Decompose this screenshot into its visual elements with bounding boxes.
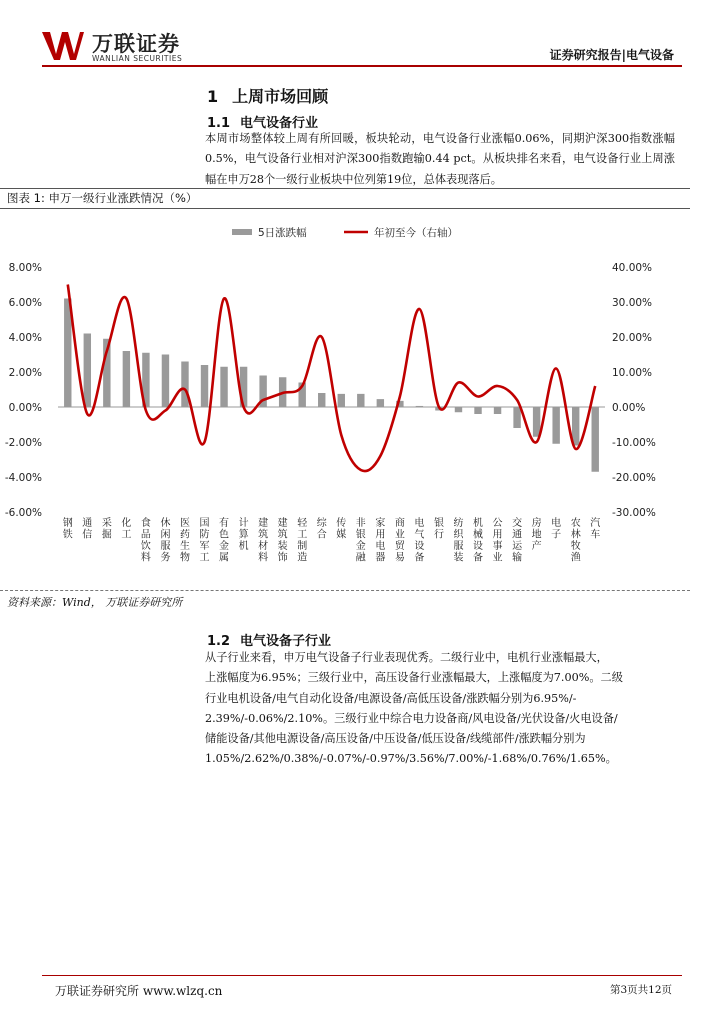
footer-divider: [42, 975, 682, 976]
bar: [123, 351, 130, 407]
legend-label: 5日涨跌幅: [258, 227, 307, 239]
category-label: 非银金融: [355, 518, 366, 564]
category-label: 家用电器: [375, 518, 386, 564]
subsection-1-title-text: 电气设备行业: [240, 116, 319, 131]
section-number: 1: [207, 87, 219, 106]
category-label: 国防军工: [199, 518, 210, 564]
category-label: 汽车: [590, 518, 601, 541]
subsection-2-number: 1.2: [207, 634, 231, 649]
subsection-1-number: 1.1: [207, 116, 231, 131]
company-logo: [42, 28, 202, 66]
report-category: 证券研究报告|电气设备: [549, 48, 674, 62]
category-label: 机械设备: [473, 518, 484, 564]
logo-english-name: WANLIAN SECURITIES: [92, 54, 183, 63]
figure-title: 图表 1: 申万一级行业涨跌情况（%）: [7, 191, 198, 205]
category-label: 电子: [551, 518, 562, 541]
subsection-2-title: [207, 630, 331, 649]
category-label: 建筑材料: [258, 518, 269, 564]
left-axis-tick-label: -6.00%: [4, 507, 42, 519]
page-number: 第3页共12页: [609, 984, 672, 996]
bar: [455, 407, 462, 412]
subsection-2-title-text: 电气设备子行业: [240, 634, 332, 649]
left-axis-tick-label: -4.00%: [4, 472, 42, 484]
bar: [162, 355, 169, 408]
right-axis-tick-label: 40.00%: [612, 262, 653, 274]
category-label: 化工: [121, 518, 132, 541]
bar: [377, 399, 384, 407]
category-label: 钢铁: [62, 518, 73, 541]
right-axis-tick-label: 20.00%: [612, 332, 653, 344]
wanlian-logo-icon: [42, 30, 84, 62]
category-label: 食品饮料: [140, 518, 151, 564]
right-axis-tick-label: -30.00%: [612, 507, 656, 519]
right-axis-tick-label: 0.00%: [612, 402, 646, 414]
category-label: 农林牧渔: [570, 518, 581, 564]
paragraph-line: 2.39%/-0.06%/2.10%。三级行业中综合电力设备商/风电设备/光伏设备/火电设备/: [205, 711, 618, 725]
category-label: 纺织服装: [453, 518, 464, 564]
bar: [474, 407, 481, 414]
bar: [552, 407, 559, 444]
category-label: 通信: [82, 518, 93, 541]
category-label: 休闲服务: [160, 518, 171, 564]
category-label: 公用事业: [492, 518, 503, 564]
section-title: [207, 84, 328, 107]
left-axis-tick-label: 8.00%: [8, 262, 42, 274]
legend-label: 年初至今（右轴）: [374, 227, 458, 239]
figure-top-rule: [0, 188, 690, 189]
category-label: 有色金属: [219, 518, 230, 564]
logo-chinese-name: 万联证券: [92, 32, 180, 56]
header-divider: [42, 65, 682, 67]
figure-title-rule: [0, 208, 690, 209]
section-title-text: 上周市场回顾: [232, 87, 329, 106]
category-label: 轻工制造: [297, 518, 308, 564]
category-label: 交通运输: [512, 518, 523, 564]
industry-performance-chart: [0, 210, 690, 588]
category-label: 银行: [433, 518, 444, 541]
category-label: 医药生物: [179, 518, 190, 564]
bar: [84, 334, 91, 408]
bar: [201, 365, 208, 407]
category-label: 商业贸易: [394, 518, 405, 564]
bar: [338, 394, 345, 407]
right-axis-tick-label: -10.00%: [612, 437, 656, 449]
paragraph-line: 从子行业来看，申万电气设备子行业表现优秀。二级行业中，电机行业涨幅最大，: [205, 651, 608, 664]
category-label: 传媒: [336, 518, 347, 541]
bar: [318, 393, 325, 407]
bar: [181, 362, 188, 408]
bar: [513, 407, 520, 428]
paragraph-line: 1.05%/2.62%/0.38%/-0.07%/-0.97%/3.56%/7.00%/-1.68%/0.76%/1.65%。: [205, 752, 617, 766]
legend-bar-swatch: [232, 229, 252, 235]
subsection-1-paragraph: 本周市场整体较上周有所回暖，板块轮动，电气设备行业涨幅0.06%，同期沪深300指数涨幅0.5%，电气设备行业相对沪深300指数跑输0.44 pct。从板块排名来看，电气设备行业上周涨幅在申万28个一级行业板块中位列第19位，总体表现落后。: [205, 132, 675, 186]
left-axis-tick-label: 6.00%: [8, 297, 42, 309]
footer-website: 万联证券研究所 www.wlzq.cn: [55, 984, 223, 998]
subsection-2-paragraph: [205, 648, 675, 770]
right-axis-tick-label: 30.00%: [612, 297, 653, 309]
right-axis-tick-label: 10.00%: [612, 367, 653, 379]
category-label: 房地产: [531, 518, 542, 552]
category-label: 电气设备: [414, 518, 425, 564]
figure-source: 资料来源：Wind， 万联证券研究所: [7, 596, 183, 609]
left-axis-tick-label: -2.00%: [4, 437, 42, 449]
paragraph-line: 上涨幅度为6.95%；三级行业中，高压设备行业涨幅最大，上涨幅度为7.00%。二级: [205, 671, 623, 685]
figure-bottom-rule: [0, 590, 690, 591]
category-label: 采掘: [101, 518, 112, 541]
bar: [494, 407, 501, 414]
bar: [220, 367, 227, 407]
left-axis-tick-label: 0.00%: [8, 402, 42, 414]
category-label: 建筑装饰: [277, 518, 288, 564]
bar: [592, 407, 599, 472]
category-label: 计算机: [238, 518, 249, 552]
paragraph-line: 储能设备/其他电源设备/高压设备/中压设备/低压设备/线缆部件/涨跌幅分别为: [205, 732, 586, 746]
left-axis-tick-label: 2.00%: [8, 367, 42, 379]
bar: [357, 394, 364, 407]
right-axis-tick-label: -20.00%: [612, 472, 656, 484]
paragraph-line: 行业电机设备/电气自动化设备/电源设备/高低压设备/涨跌幅分别为6.95%/-: [205, 691, 577, 705]
category-label: 综合: [316, 518, 327, 541]
left-axis-tick-label: 4.00%: [8, 332, 42, 344]
